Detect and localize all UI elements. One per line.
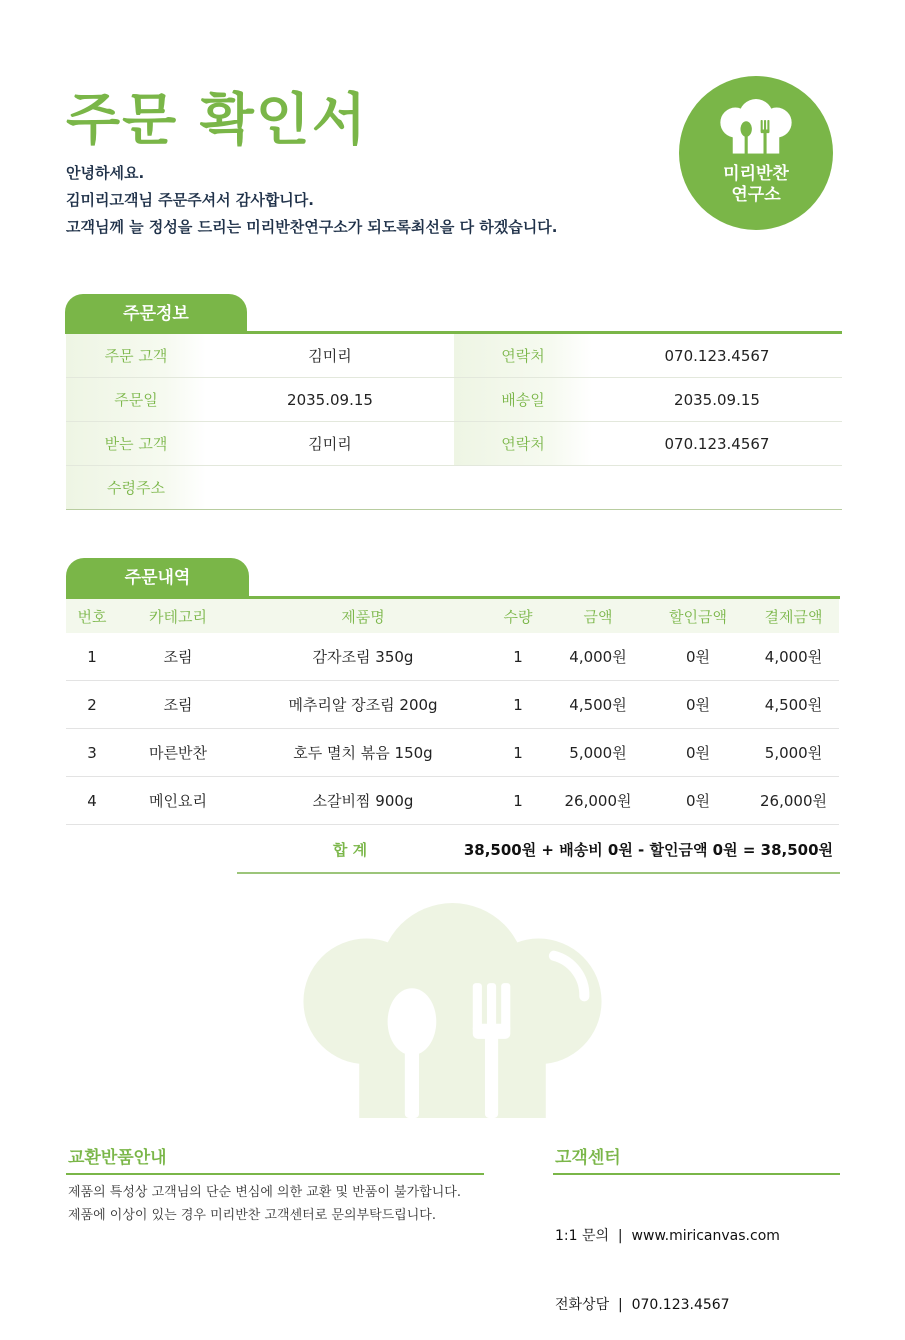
table-cell: 0원	[648, 633, 748, 681]
table-cell: 조림	[118, 681, 238, 729]
address-value	[206, 466, 842, 510]
table-cell: 메인요리	[118, 777, 238, 825]
order-date-label: 주문일	[66, 378, 206, 422]
table-cell: 3	[66, 729, 118, 777]
table-row	[66, 681, 839, 729]
table-cell: 5,000원	[748, 729, 839, 777]
exchange-policy-text	[68, 1181, 461, 1227]
chef-hat-utensils-icon	[715, 98, 797, 160]
brand-logo	[679, 76, 833, 230]
table-row	[66, 729, 839, 777]
column-header: 번호	[66, 599, 118, 633]
address-label: 수령주소	[66, 466, 206, 510]
table-cell: 5,000원	[548, 729, 648, 777]
contact-value: 070.123.4567	[592, 334, 842, 378]
policy-line: 제품의 특성상 고객님의 단순 변심에 의한 교환 및 반품이 불가합니다.	[68, 1185, 461, 1200]
table-cell: 0원	[648, 729, 748, 777]
brand-name	[679, 164, 833, 206]
column-header: 할인금액	[648, 599, 748, 633]
policy-line: 제품에 이상이 있는 경우 미리반찬 고객센터로 문의부탁드립니다.	[68, 1208, 436, 1223]
recipient-value: 김미리	[206, 422, 454, 466]
order-info-table	[66, 334, 842, 510]
table-cell: 호두 멸치 볶음 150g	[238, 729, 488, 777]
greeting-line: 안녕하세요.	[66, 164, 145, 182]
order-items-table	[66, 599, 839, 825]
column-header: 제품명	[238, 599, 488, 633]
column-header: 수량	[488, 599, 548, 633]
table-row	[66, 334, 842, 378]
table-row	[66, 777, 839, 825]
table-cell: 마른반찬	[118, 729, 238, 777]
table-row	[66, 633, 839, 681]
brand-name-line: 연구소	[731, 185, 781, 205]
table-cell: 1	[488, 729, 548, 777]
table-cell: 4,500원	[748, 681, 839, 729]
total-divider	[237, 872, 840, 874]
customer-label: 주문 고객	[66, 334, 206, 378]
table-row	[66, 378, 842, 422]
order-items-tab: 주문내역	[66, 558, 249, 598]
delivery-date-value: 2035.09.15	[592, 378, 842, 422]
recipient-label: 받는 고객	[66, 422, 206, 466]
recipient-contact-label: 연락처	[454, 422, 592, 466]
customer-center-contacts	[555, 1179, 780, 1340]
contact-phone: 전화상담 | 070.123.4567	[555, 1297, 730, 1313]
total-label: 합 계	[332, 841, 368, 859]
table-cell: 감자조림 350g	[238, 633, 488, 681]
contact-inquiry: 1:1 문의 | www.miricanvas.com	[555, 1228, 780, 1244]
table-cell: 26,000원	[748, 777, 839, 825]
table-cell: 소갈비찜 900g	[238, 777, 488, 825]
table-cell: 0원	[648, 777, 748, 825]
order-info-tab: 주문정보	[65, 294, 247, 334]
table-cell: 1	[66, 633, 118, 681]
order-date-value: 2035.09.15	[206, 378, 454, 422]
table-cell: 1	[488, 681, 548, 729]
column-header: 결제금액	[748, 599, 839, 633]
total-value: 38,500원 + 배송비 0원 - 할인금액 0원 = 38,500원	[463, 841, 833, 859]
exchange-policy-heading: 교환반품안내	[68, 1148, 167, 1168]
table-cell: 4	[66, 777, 118, 825]
table-cell: 4,000원	[548, 633, 648, 681]
customer-center-heading: 고객센터	[555, 1148, 621, 1168]
customer-center-divider	[553, 1173, 840, 1175]
chef-hat-watermark-icon	[300, 900, 605, 1118]
brand-name-line: 미리반찬	[723, 164, 789, 184]
table-header-row	[66, 599, 839, 633]
table-cell: 0원	[648, 681, 748, 729]
table-cell: 4,500원	[548, 681, 648, 729]
table-row	[66, 422, 842, 466]
greeting-message	[66, 160, 557, 241]
recipient-contact-value: 070.123.4567	[592, 422, 842, 466]
contact-label: 연락처	[454, 334, 592, 378]
table-cell: 조림	[118, 633, 238, 681]
delivery-date-label: 배송일	[454, 378, 592, 422]
column-header: 금액	[548, 599, 648, 633]
table-cell: 메추리알 장조림 200g	[238, 681, 488, 729]
table-cell: 2	[66, 681, 118, 729]
document-title: 주문 확인서	[66, 88, 368, 153]
table-cell: 1	[488, 633, 548, 681]
greeting-line: 고객님께 늘 정성을 드리는 미리반찬연구소가 되도록최선을 다 하겠습니다.	[66, 218, 558, 236]
column-header: 카테고리	[118, 599, 238, 633]
table-cell: 1	[488, 777, 548, 825]
customer-value: 김미리	[206, 334, 454, 378]
table-cell: 26,000원	[548, 777, 648, 825]
greeting-line: 김미리고객님 주문주셔서 감사합니다.	[66, 191, 314, 209]
exchange-policy-divider	[66, 1173, 484, 1175]
table-cell: 4,000원	[748, 633, 839, 681]
table-row	[66, 466, 842, 510]
